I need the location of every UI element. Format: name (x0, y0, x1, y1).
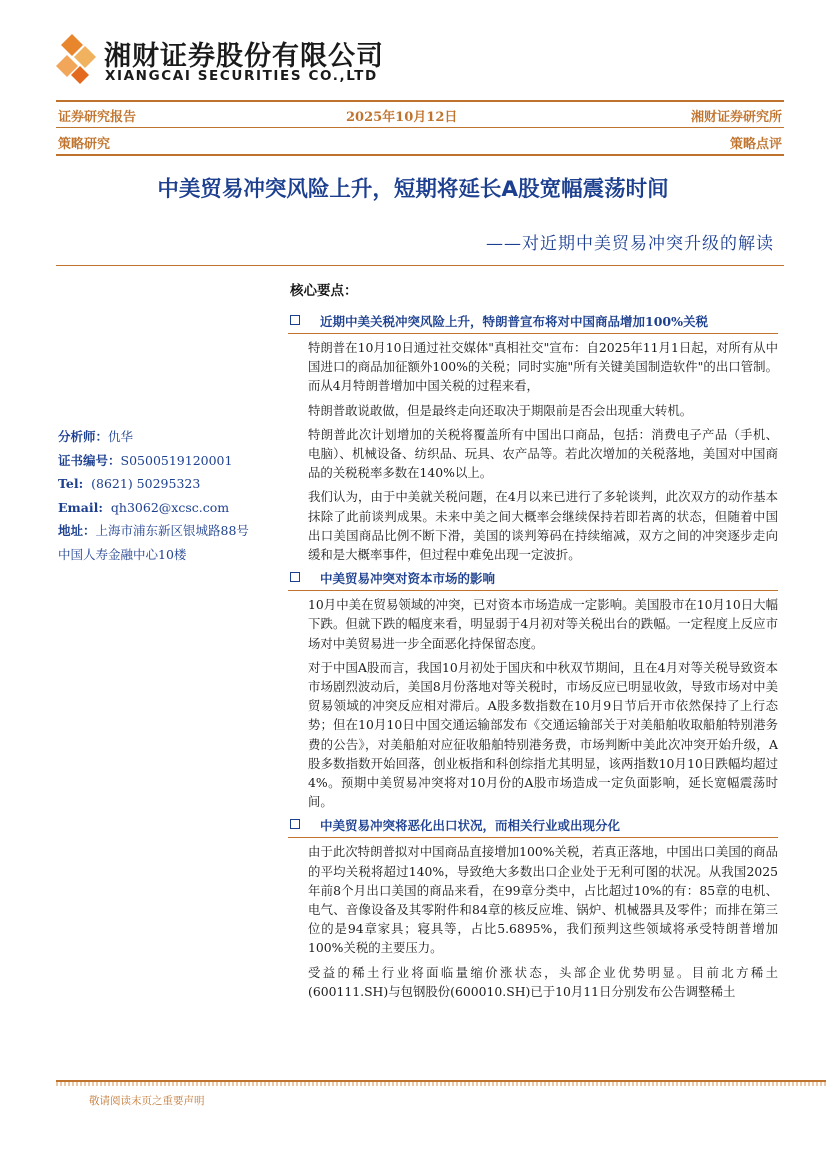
analyst-name-label: 分析师： (58, 429, 109, 444)
footer-dot-pattern (56, 1082, 826, 1086)
section-heading-text: 中美贸易冲突将恶化出口状况，而相关行业或出现分化 (320, 818, 621, 834)
paragraph: 特朗普敢说敢做，但是最终走向还取决于期限前是否会出现重大转机。 (308, 402, 693, 418)
paragraph: 受益的稀土行业将面临量缩价涨状态，头部企业优势明显。目前北方稀土(600111.SH)与包钢股份(600010.SH)已于10月11日分别发布公告调整稀土 (308, 964, 778, 999)
analyst-addr-line1: 上海市浦东新区银城路88号 (95, 523, 249, 538)
section-heading-1 (288, 312, 778, 334)
company-name-cn: 湘财证券股份有限公司 (104, 41, 384, 72)
report-subcategory: 策略点评 (729, 137, 782, 152)
paragraph: 特朗普此次计划增加的关税将覆盖所有中国出口商品，包括：消费电子产品（手机、电脑）、机械设备、纺织品、玩具、农产品等。若此次增加的关税落地，美国对中国商品的关税税率多数在140%以上。 (308, 426, 778, 481)
analyst-addr-row-2 (58, 543, 278, 567)
company-name-en: XIANGCAI SECURITIES CO.,LTD (105, 68, 378, 84)
doc-type: 证券研究报告 (58, 110, 137, 125)
analyst-tel-label: Tel: (58, 476, 84, 491)
disclaimer-note: 敬请阅读末页之重要声明 (89, 1095, 205, 1107)
paragraph: 对于中国A股而言，我国10月初处于国庆和中秋双节期间，且在4月对等关税导致资本市场剧烈波动后，美国8月份落地对等关税时，市场反应已明显收敛，导致市场对中美贸易领域的冲突反应相对滞后。A股多数指数在10月9日节后开市依然保持了上行态势；但在10月10日中国交通运输部发布《交通运输部关于对美船舶收取船舶特别港务费的公告》，对美船舶对应征收船舶特别港务费，市场判断中美此次冲突开始升级，A股多数指数开始回落，创业板指和科创综指尤其明显，该两指数10月10日跌幅均超过4%。预期中美贸易冲突将对10月份的A股市场造成一定负面影响，延长宽幅震荡时间。 (308, 659, 778, 810)
analyst-name: 仇华 (108, 429, 134, 444)
core-points (288, 279, 778, 1006)
analyst-addr-row (58, 519, 278, 543)
paragraph: 10月中美在贸易领域的冲突，已对资本市场造成一定影响。美国股市在10月10日大幅下跌。但就下跌的幅度来看，明显弱于4月初对等关税出台的跌幅。一定程度上反应市场对中美贸易进一步全面恶化持保留态度。 (308, 597, 778, 651)
analyst-addr-label: 地址： (58, 523, 96, 538)
report-title: 中美贸易冲突风险上升，短期将延长A股宽幅震荡时间 (157, 177, 669, 202)
analyst-info (58, 425, 278, 566)
title-rule (56, 265, 784, 266)
report-subtitle: ——对近期中美贸易冲突升级的解读 (486, 234, 774, 254)
analyst-cert-row (58, 449, 278, 473)
header-rule-bottom (56, 154, 784, 156)
analyst-email: qh3062@xcsc.com (110, 499, 230, 515)
research-institute: 湘财证券研究所 (690, 110, 782, 125)
header-rule-mid (56, 127, 784, 128)
header-rule-top (56, 100, 784, 102)
paragraph: 特朗普在10月10日通过社交媒体"真相社交"宣布：自2025年11月1日起，对所有从中国进口的商品加征额外100%的关税；同时实施"所有关键美国制造软件"的出口管制。而从4月特朗普增加中国关税的过程来看， (308, 340, 778, 394)
section-heading-2 (288, 569, 778, 591)
analyst-cert-label: 证书编号： (58, 452, 121, 468)
section-heading-3 (288, 816, 778, 838)
checkbox-bullet-icon (290, 819, 300, 829)
paragraph: 我们认为，由于中美就关税问题，在4月以来已进行了多轮谈判，此次双方的动作基本抹除了此前谈判成果。未来中美之间大概率会继续保持若即若离的状态，但随着中国出口美国商品比例不断下滑，美国的谈判筹码在持续缩减，双方之间的冲突逐步走向缓和是大概率事件，但过程中难免出现一定波折。 (308, 489, 778, 563)
checkbox-bullet-icon (290, 315, 300, 325)
company-logo-icon (56, 32, 104, 84)
header-band-2 (56, 133, 784, 151)
section-heading-text: 中美贸易冲突对资本市场的影响 (320, 571, 496, 587)
analyst-email-row (58, 496, 278, 520)
report-date: 2025年10月12日 (346, 110, 458, 125)
report-category: 策略研究 (58, 137, 111, 152)
header-band-1 (56, 106, 784, 124)
paragraph: 由于此次特朗普拟对中国商品直接增加100%关税，若真正落地，中国出口美国的商品的平均关税将超过140%，导致绝大多数出口企业处于无利可图的状况。从我国2025年前8个月出口美国的商品来看，在99章分类中，占比超过10%的有：85章的电机、电气、音像设备及其零附件和84章的核反应堆、锅炉、机械器具及零件；而排在第三位的是94章家具；寝具等，占比5.6895%，我们预判这些领域将承受特朗普增加100%关税的主要压力。 (308, 844, 778, 956)
analyst-cert: S0500519120001 (120, 452, 233, 468)
analyst-email-label: Email: (58, 499, 103, 515)
analyst-tel: (8621) 50295323 (91, 476, 201, 491)
analyst-tel-row (58, 472, 278, 496)
checkbox-bullet-icon (290, 572, 300, 582)
core-points-title: 核心要点： (290, 283, 358, 299)
analyst-name-row (58, 425, 278, 449)
analyst-addr-line2: 中国人寿金融中心10楼 (58, 546, 187, 562)
section-heading-text: 近期中美关税冲突风险上升，特朗普宣布将对中国商品增加100%关税 (320, 314, 708, 329)
